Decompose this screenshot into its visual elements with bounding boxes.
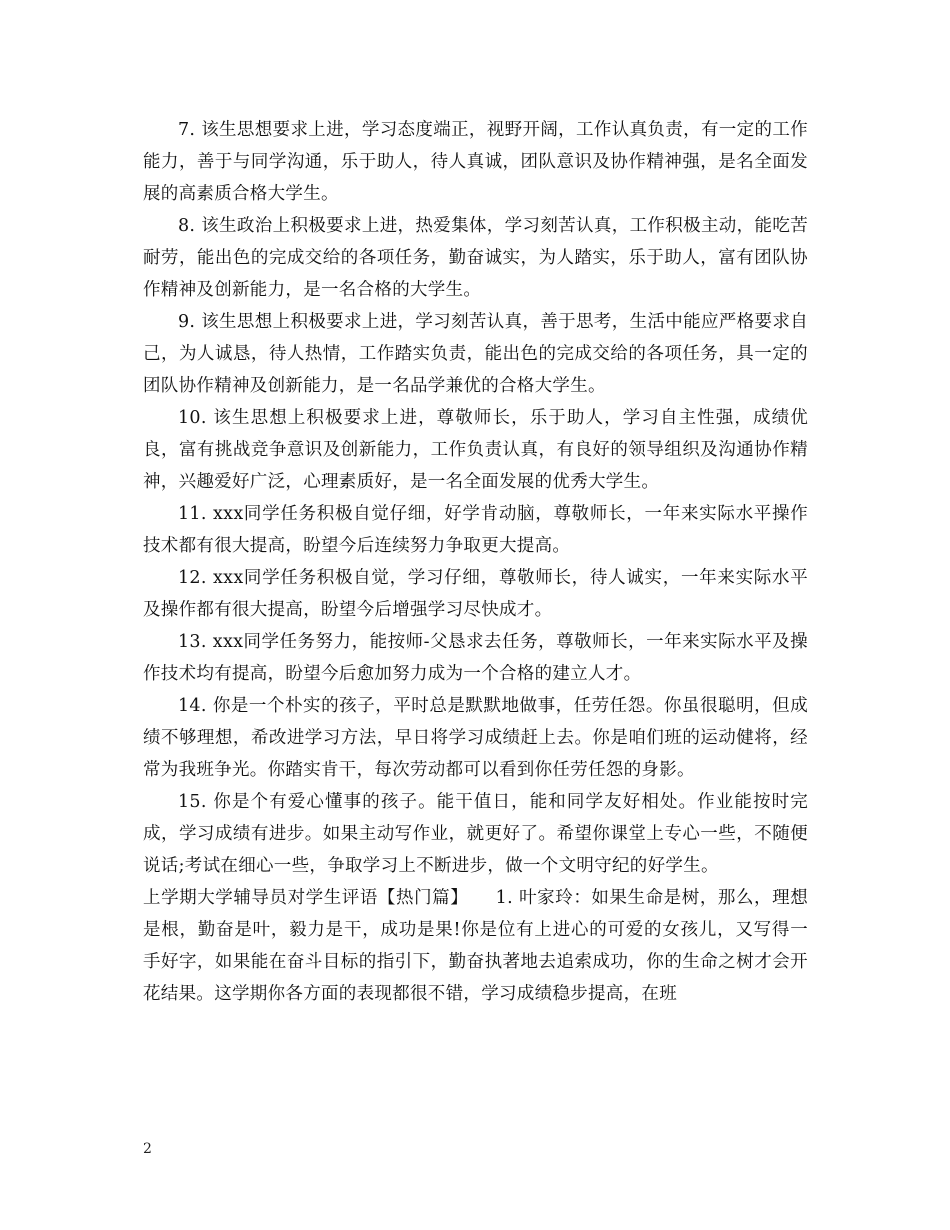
page-number: 2	[143, 1141, 152, 1157]
paragraph-11: 11. xxx同学任务积极自觉仔细，好学肯动脑，尊敬师长，一年来实际水平操作技术都有很大提高，盼望今后连续努力争取更大提高。	[143, 504, 808, 556]
document-body	[143, 114, 808, 1010]
paragraph-13: 13. xxx同学任务努力，能按师-父恳求去任务，尊敬师长，一年来实际水平及操作技术均有提高，盼望今后愈加努力成为一个合格的建立人才。	[143, 632, 808, 684]
paragraph-8: 8. 该生政治上积极要求上进，热爱集体，学习刻苦认真，工作积极主动，能吃苦耐劳，能出色的完成交给的各项任务，勤奋诚实，为人踏实，乐于助人，富有团队协作精神及创新能力，是一名合格的大学生。	[143, 216, 808, 300]
paragraph-9: 9. 该生思想上积极要求上进，学习刻苦认真，善于思考，生活中能应严格要求自己，为人诚恳，待人热情，工作踏实负责，能出色的完成交给的各项任务，具一定的团队协作精神及创新能力，是一名品学兼优的合格大学生。	[143, 312, 808, 396]
paragraph-15: 15. 你是个有爱心懂事的孩子。能干值日，能和同学友好相处。作业能按时完成，学习成绩有进步。如果主动写作业，就更好了。希望你课堂上专心一些，不随便说话;考试在细心一些，争取学习上不断进步，做一个文明守纪的好学生。	[143, 792, 808, 876]
section-heading-paragraph: 上学期大学辅导员对学生评语【热门篇】 1. 叶家玲：如果生命是树，那么，理想是根，勤奋是叶，毅力是干，成功是果!你是位有上进心的可爱的女孩儿，又写得一手好字，如果能在奋斗目标的指引下，勤奋执著地去追索成功，你的生命之树才会开花结果。这学期你各方面的表现都很不错，学习成绩稳步提高，在班	[143, 888, 808, 1004]
paragraph-14: 14. 你是一个朴实的孩子，平时总是默默地做事，任劳任怨。你虽很聪明，但成绩不够理想，希改进学习方法，早日将学习成绩赶上去。你是咱们班的运动健将，经常为我班争光。你踏实肯干，每次劳动都可以看到你任劳任怨的身影。	[143, 696, 808, 780]
paragraph-7: 7. 该生思想要求上进，学习态度端正，视野开阔，工作认真负责，有一定的工作能力，善于与同学沟通，乐于助人，待人真诚，团队意识及协作精神强，是名全面发展的高素质合格大学生。	[143, 120, 808, 204]
paragraph-12: 12. xxx同学任务积极自觉，学习仔细，尊敬师长，待人诚实，一年来实际水平及操作都有很大提高，盼望今后增强学习尽快成才。	[143, 568, 808, 620]
paragraph-10: 10. 该生思想上积极要求上进，尊敬师长，乐于助人，学习自主性强，成绩优良，富有挑战竞争意识及创新能力，工作负责认真，有良好的领导组织及沟通协作精神，兴趣爱好广泛，心理素质好，是一名全面发展的优秀大学生。	[143, 408, 808, 492]
